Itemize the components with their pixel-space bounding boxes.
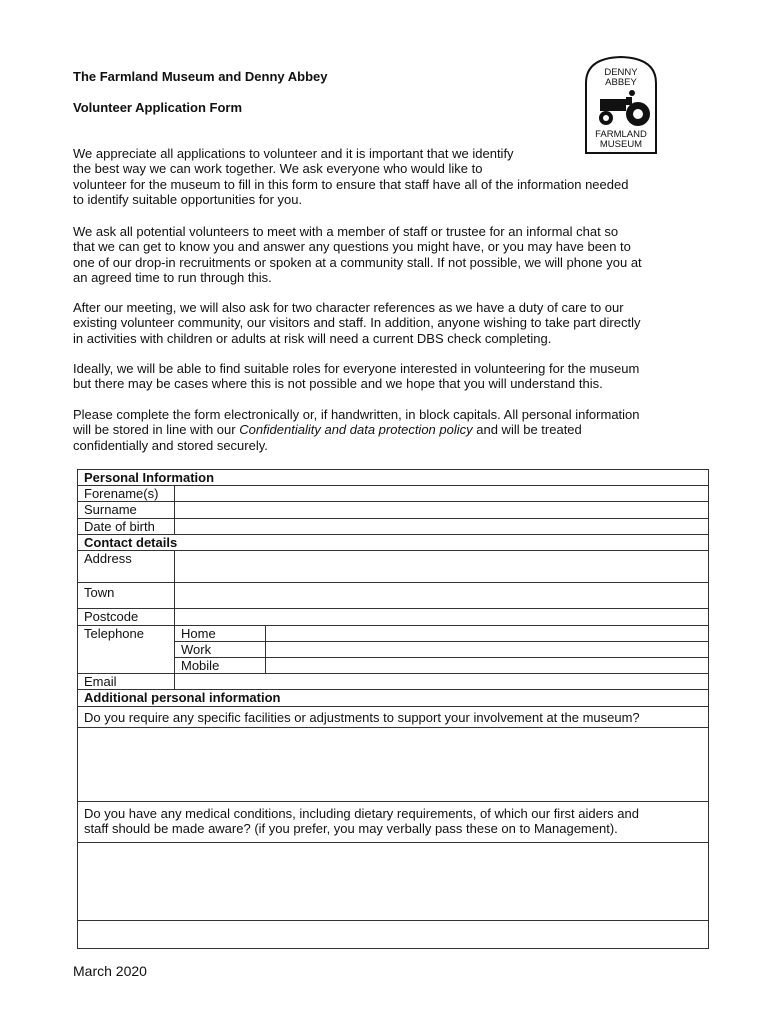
label-work: Work <box>174 641 266 658</box>
home-phone-field[interactable] <box>265 625 709 642</box>
label-postcode: Postcode <box>77 608 175 626</box>
policy-reference: Confidentiality and data protection policy <box>239 422 473 438</box>
label-town: Town <box>77 582 175 609</box>
forename-field[interactable] <box>174 485 709 502</box>
label-telephone: Telephone <box>77 625 175 674</box>
work-phone-field[interactable] <box>265 641 709 658</box>
label-home: Home <box>174 625 266 642</box>
adjustments-answer-field[interactable] <box>77 727 709 802</box>
postcode-field[interactable] <box>174 608 709 626</box>
label-forename: Forename(s) <box>77 485 175 502</box>
question-medical-conditions: Do you have any medical conditions, including dietary requirements, of which our first aiders and staff should be made aware? (if you prefer, you may verbally pass these on to Management). <box>77 801 709 843</box>
footer-date: March 2020 <box>73 963 147 979</box>
intro-paragraph-2: We ask all potential volunteers to meet with a member of staff or trustee for an informal chat so that we can get to know you and answer any questions you might have, or you may have been to one of our drop-in recruitments or spoken at a community stall. If not possible, we will phone you at an agreed time to run through this. <box>73 224 642 286</box>
section-contact-details: Contact details <box>77 534 709 551</box>
section-personal-information: Personal Information <box>77 469 709 486</box>
intro-paragraph-4: Ideally, we will be able to find suitable roles for everyone interested in volunteering for the museum but there may be cases where this is not possible and we hope that you will understand this. <box>73 361 640 392</box>
logo-text: ABBEY <box>605 77 637 88</box>
date-of-birth-field[interactable] <box>174 518 709 535</box>
logo-text: MUSEUM <box>599 139 643 150</box>
address-field[interactable] <box>174 550 709 583</box>
logo-text: DENNY <box>604 67 638 78</box>
org-name: The Farmland Museum and Denny Abbey <box>73 69 328 84</box>
denny-abbey-farmland-museum-logo <box>582 55 660 155</box>
question-adjustments: Do you require any specific facilities or adjustments to support your involvement at the museum? <box>77 706 709 728</box>
email-field[interactable] <box>174 673 709 690</box>
section-additional-information: Additional personal information <box>77 689 709 707</box>
mobile-phone-field[interactable] <box>265 657 709 674</box>
label-surname: Surname <box>77 501 175 519</box>
surname-field[interactable] <box>174 501 709 519</box>
form-title: Volunteer Application Form <box>73 100 243 115</box>
label-mobile: Mobile <box>174 657 266 674</box>
logo-text: FARMLAND <box>595 129 647 140</box>
intro-paragraph-3: After our meeting, we will also ask for two character references as we have a duty of care to our existing volunteer community, our visitors and staff. In addition, anyone wishing to take part directly in activities with children or adults at risk will need a current DBS check completing. <box>73 300 641 346</box>
intro-paragraph-1: We appreciate all applications to volunteer and it is important that we identify the best way we can work together. We ask everyone who would like to volunteer for the museum to fill in this form to ensure that staff have all of the information needed to identify suitable opportunities for you. <box>73 146 629 208</box>
medical-conditions-answer-field[interactable] <box>77 842 709 921</box>
intro-paragraph-5: Please complete the form electronically or, if handwritten, in block capitals. All personal information will be stored in line with our Confidentiality and data protection policy and will be treated confidentially and stored securely. <box>73 407 640 453</box>
label-email: Email <box>77 673 175 690</box>
town-field[interactable] <box>174 582 709 609</box>
label-address: Address <box>77 550 175 583</box>
extra-answer-space[interactable] <box>77 920 709 949</box>
label-date-of-birth: Date of birth <box>77 518 175 535</box>
